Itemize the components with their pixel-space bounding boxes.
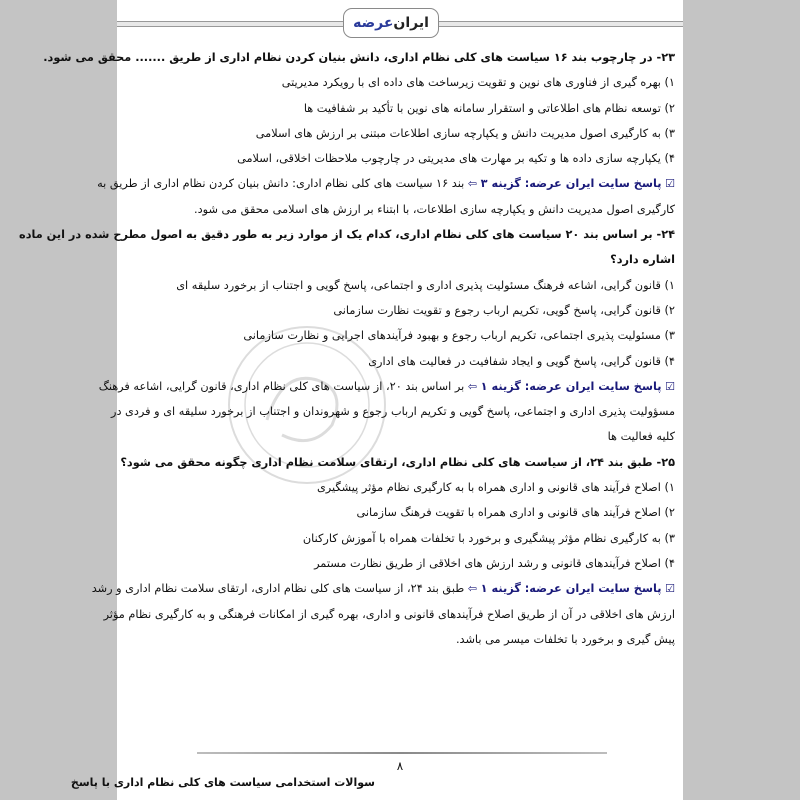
logo-text-2: عرضه — [353, 15, 394, 31]
arrow-left-icon: ⇦ — [467, 379, 478, 393]
q23-option-3: ۳) به کارگیری اصول مدیریت دانش و یکپارچه سازی اطلاعات مبتنی بر ارزش های اسلامی — [255, 126, 675, 140]
checkbox-checked-icon: ☑ — [665, 177, 675, 191]
page-number: ۸ — [396, 759, 404, 773]
q23-answer-text-2: کارگیری اصول مدیریت دانش و یکپارچه سازی اطلاعات، با ابتناء بر ارزش های اسلامی محقق می شود. — [194, 202, 675, 216]
q25-answer-text-1: طبق بند ۲۴، از سیاست های کلی نظام اداری، ارتقای سلامت نظام اداری و رشد — [91, 582, 465, 596]
q23-option-1: ۱) بهره گیری از فناوری های نوین و تقویت زیرساخت های داده ای با رویکرد مدیریتی — [281, 76, 675, 90]
checkbox-checked-icon: ☑ — [665, 582, 675, 596]
document-page — [19, 0, 683, 800]
q25-option-3: ۳) به کارگیری نظام مؤثر پیشگیری و برخورد با تخلفات همراه با آموزش کارکنان — [302, 531, 675, 545]
q24-answer-text-3: کلیه فعالیت ها — [607, 430, 675, 444]
q23-answer-text-1: بند ۱۶ سیاست های کلی نظام اداری: دانش بنیان کردن نظام اداری از طریق به — [97, 177, 465, 191]
q24-option-3: ۳) مسئولیت پذیری اجتماعی، تکریم ارباب رجوع و بهبود فرآیندهای اجرایی و نظارت سازمانی — [243, 329, 675, 343]
q23-option-2: ۲) توسعه نظام های اطلاعاتی و استقرار سامانه های نوین با تأکید بر شفافیت ها — [303, 101, 675, 115]
q25-option-1: ۱) اصلاح فرآیند های قانونی و اداری همراه با به کارگیری نظام مؤثر پیشگیری — [316, 481, 675, 495]
arrow-left-icon: ⇦ — [467, 177, 478, 191]
question-25-title: ۲۵- طبق بند ۲۴، از سیاست های کلی نظام اداری، ارتقای سلامت نظام اداری چگونه محقق می شود؟ — [120, 455, 675, 469]
question-24-title-1: ۲۴- بر اساس بند ۲۰ سیاست های کلی نظام اداری، کدام یک از موارد زیر به طور دقیق به اصول مطرح شده در این ماده — [19, 228, 675, 242]
q24-answer-label: پاسخ سایت ایران عرضه: گزینه ۱ — [480, 379, 662, 393]
q25-answer-text-3: پیش گیری و برخورد با تخلفات میسر می باشد. — [455, 632, 675, 646]
logo-text-1: ایران — [393, 15, 429, 31]
checkbox-checked-icon: ☑ — [665, 379, 675, 393]
q23-option-4: ۴) یکپارچه سازی داده ها و تکیه بر مهارت های مدیریتی در چارچوب ملاحظات اخلاقی، اسلامی — [237, 152, 675, 166]
q24-answer — [98, 374, 675, 399]
q23-answer — [97, 171, 675, 196]
q25-answer-label: پاسخ سایت ایران عرضه: گزینه ۱ — [480, 582, 662, 596]
questions-content — [19, 45, 675, 652]
q25-option-4: ۴) اصلاح فرآیندهای قانونی و رشد ارزش های اخلاقی از طریق نظارت مستمر — [314, 556, 675, 570]
q25-option-2: ۲) اصلاح فرآیند های قانونی و اداری همراه با تقویت فرهنگ سازمانی — [356, 506, 675, 520]
q24-option-4: ۴) قانون گرایی، پاسخ گویی و ایجاد شفافیت در فعالیت های اداری — [368, 354, 675, 368]
q24-option-2: ۲) قانون گرایی، پاسخ گویی، تکریم ارباب رجوع و تقویت نظارت سازمانی — [333, 303, 675, 317]
header-rule-right — [435, 21, 683, 27]
arrow-left-icon: ⇦ — [467, 582, 478, 596]
q24-answer-text-2: مسؤولیت پذیری اداری و اجتماعی، پاسخ گویی و تکریم ارباب رجوع و شهروندان و اجتناب از برخورد سلیقه ای و فردی در — [110, 405, 675, 419]
q25-answer — [91, 576, 675, 601]
footer-title: سوالات استخدامی سیاست های کلی نظام اداری با پاسخ — [70, 776, 375, 789]
site-logo — [343, 8, 439, 38]
q24-option-1: ۱) قانون گرایی، اشاعه فرهنگ مسئولیت پذیری اداری و اجتماعی، پاسخ گویی و اجتناب از برخورد سلیقه ای — [176, 278, 675, 292]
question-23-title: ۲۳- در چارچوب بند ۱۶ سیاست های کلی نظام اداری، دانش بنیان کردن نظام اداری از طریق ....... محقق می شود. — [43, 51, 675, 64]
q24-answer-text-1: بر اساس بند ۲۰، از سیاست های کلی نظام اداری، قانون گرایی، اشاعه فرهنگ — [98, 379, 465, 393]
header-rule-left — [117, 21, 345, 27]
footer-rule — [197, 752, 607, 754]
q25-answer-text-2: ارزش های اخلاقی در آن از طریق اصلاح فرآیندهای قانونی و اداری، بهره گیری از امکانات فرهنگی و به کارگیری نظام مؤثر — [103, 607, 675, 621]
question-24-title-2: اشاره دارد؟ — [610, 253, 675, 267]
q23-answer-label: پاسخ سایت ایران عرضه: گزینه ۳ — [480, 177, 662, 191]
